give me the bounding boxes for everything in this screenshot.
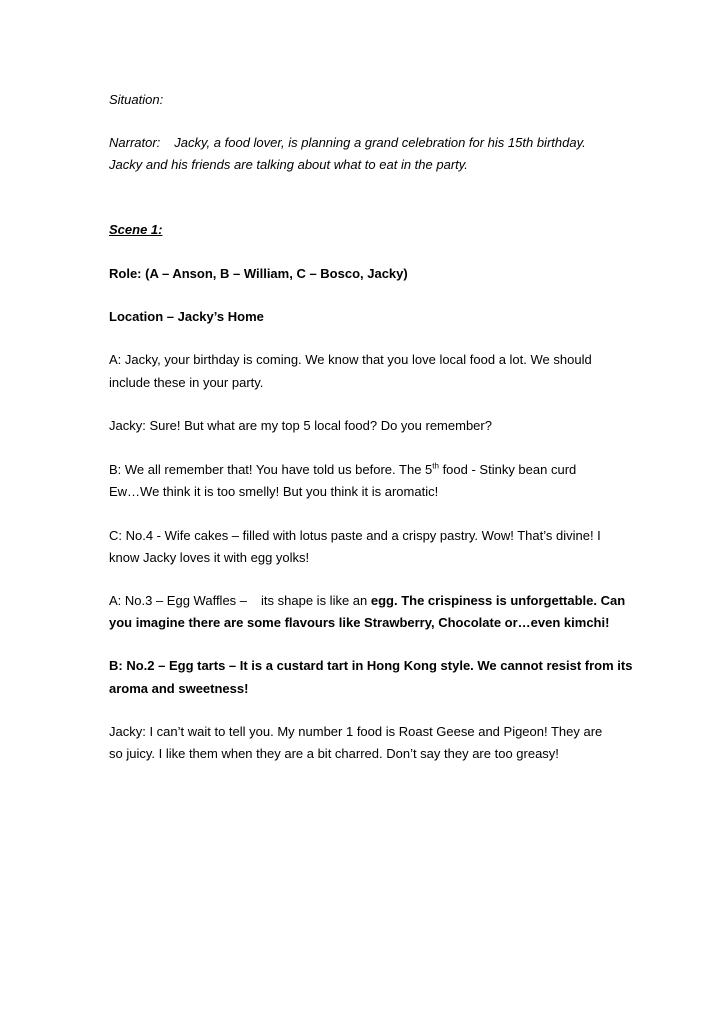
dialogue-b2-line-2: aroma and sweetness!: [109, 681, 249, 696]
narrator-text-1: Jacky, a food lover, is planning a grand celebration for his 15th birthday.: [174, 135, 586, 150]
dialogue-b1-pre: B: We all remember that! You have told us before. The 5: [109, 462, 433, 477]
dialogue-jacky1: Jacky: Sure! But what are my top 5 local food? Do you remember?: [109, 418, 492, 433]
dialogue-a2-part-a: A: No.3 – Egg Waffles –: [109, 593, 248, 608]
dialogue-a2-line-1: [109, 593, 629, 609]
dialogue-jacky2-line-1: Jacky: I can’t wait to tell you. My number 1 food is Roast Geese and Pigeon! They are: [109, 724, 603, 739]
situation-label: Situation:: [109, 92, 164, 107]
dialogue-b1-sup: th: [432, 461, 439, 471]
location-line: Location – Jacky’s Home: [109, 309, 264, 324]
dialogue-a1-line-2: include these in your party.: [109, 375, 264, 390]
narrator-label: Narrator:: [109, 135, 161, 150]
scene-title: Scene 1:: [109, 222, 163, 237]
dialogue-b1-line-1: [109, 462, 629, 478]
dialogue-c1-line-1: C: No.4 - Wife cakes – filled with lotus paste and a crispy pastry. Wow! That’s divine! I: [109, 528, 601, 543]
role-line: Role: (A – Anson, B – William, C – Bosco, Jacky): [109, 266, 408, 281]
dialogue-a2-bold: egg. The crispiness is unforgettable. Can: [370, 593, 626, 608]
dialogue-a2-part-b: its shape is like an: [261, 593, 371, 608]
dialogue-b1-post: food - Stinky bean curd: [438, 462, 577, 477]
dialogue-b2-line-1: B: No.2 – Egg tarts – It is a custard tart in Hong Kong style. We cannot resist from its: [109, 658, 633, 673]
dialogue-b1-line-2: Ew…We think it is too smelly! But you think it is aromatic!: [109, 484, 439, 499]
dialogue-a2-line-2: you imagine there are some flavours like Strawberry, Chocolate or…even kimchi!: [109, 615, 610, 630]
dialogue-a1-line-1: A: Jacky, your birthday is coming. We know that you love local food a lot. We should: [109, 352, 592, 367]
dialogue-c1-line-2: know Jacky loves it with egg yolks!: [109, 550, 310, 565]
narrator-line-2: Jacky and his friends are talking about what to eat in the party.: [109, 157, 468, 172]
dialogue-jacky2-line-2: so juicy. I like them when they are a bit charred. Don’t say they are too greasy!: [109, 746, 559, 761]
narrator-line-1: [109, 135, 629, 151]
